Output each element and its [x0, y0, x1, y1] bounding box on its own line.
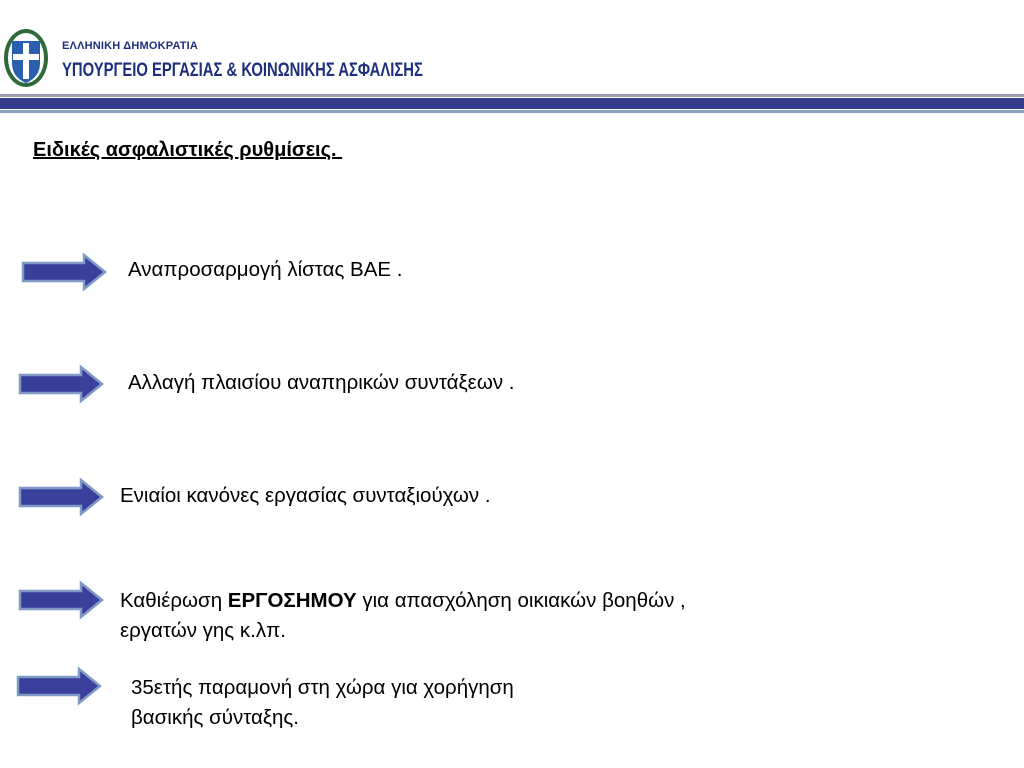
ministry-name: ΥΠΟΥΡΓΕΙΟ ΕΡΓΑΣΙΑΣ & ΚΟΙΝΩΝΙΚΗΣ ΑΣΦΑΛΙΣΗΣ: [62, 59, 423, 81]
list-item-line-2: εργατών γης κ.λπ.: [120, 619, 286, 642]
slide-header: [0, 0, 1024, 115]
list-item: [131, 673, 514, 733]
list-item: [128, 368, 514, 398]
arrow-right-icon: [15, 666, 103, 706]
arrow-right-icon: [17, 364, 105, 404]
list-item-text: Ενιαίοι κανόνες εργασίας συνταξιούχων .: [120, 484, 491, 507]
org-country-label: ΕΛΛΗΝΙΚΗ ΔΗΜΟΚΡΑΤΙΑ: [62, 40, 199, 52]
list-item-text-bold: ΕΡΓΟΣΗΜΟΥ: [227, 589, 357, 612]
header-rule-top: [0, 94, 1024, 97]
list-item-line-1: [120, 586, 686, 616]
arrow-right-icon: [20, 252, 108, 292]
header-rule-bar: [0, 98, 1024, 109]
list-item: [120, 481, 491, 511]
list-item-text: Αναπροσαρμογή λίστας ΒΑΕ .: [128, 258, 403, 281]
list-item-text: Αλλαγή πλαισίου αναπηρικών συντάξεων .: [128, 371, 515, 394]
list-item-line-2: βασικής σύνταξης.: [131, 706, 300, 729]
header-rule-bottom: [0, 110, 1024, 113]
slide-title: Ειδικές ασφαλιστικές ρυθμίσεις.: [33, 139, 343, 161]
arrow-right-icon: [17, 477, 105, 517]
list-item-text-suffix: για απασχόληση οικιακών βοηθών ,: [356, 589, 686, 612]
list-item-text-prefix: Καθιέρωση: [120, 589, 228, 612]
list-item-line-1: 35ετής παραμονή στη χώρα για χορήγηση: [131, 676, 514, 699]
arrow-right-icon: [17, 580, 105, 620]
list-item: [128, 255, 402, 285]
coat-of-arms-icon: [2, 27, 50, 89]
list-item: [120, 586, 686, 646]
